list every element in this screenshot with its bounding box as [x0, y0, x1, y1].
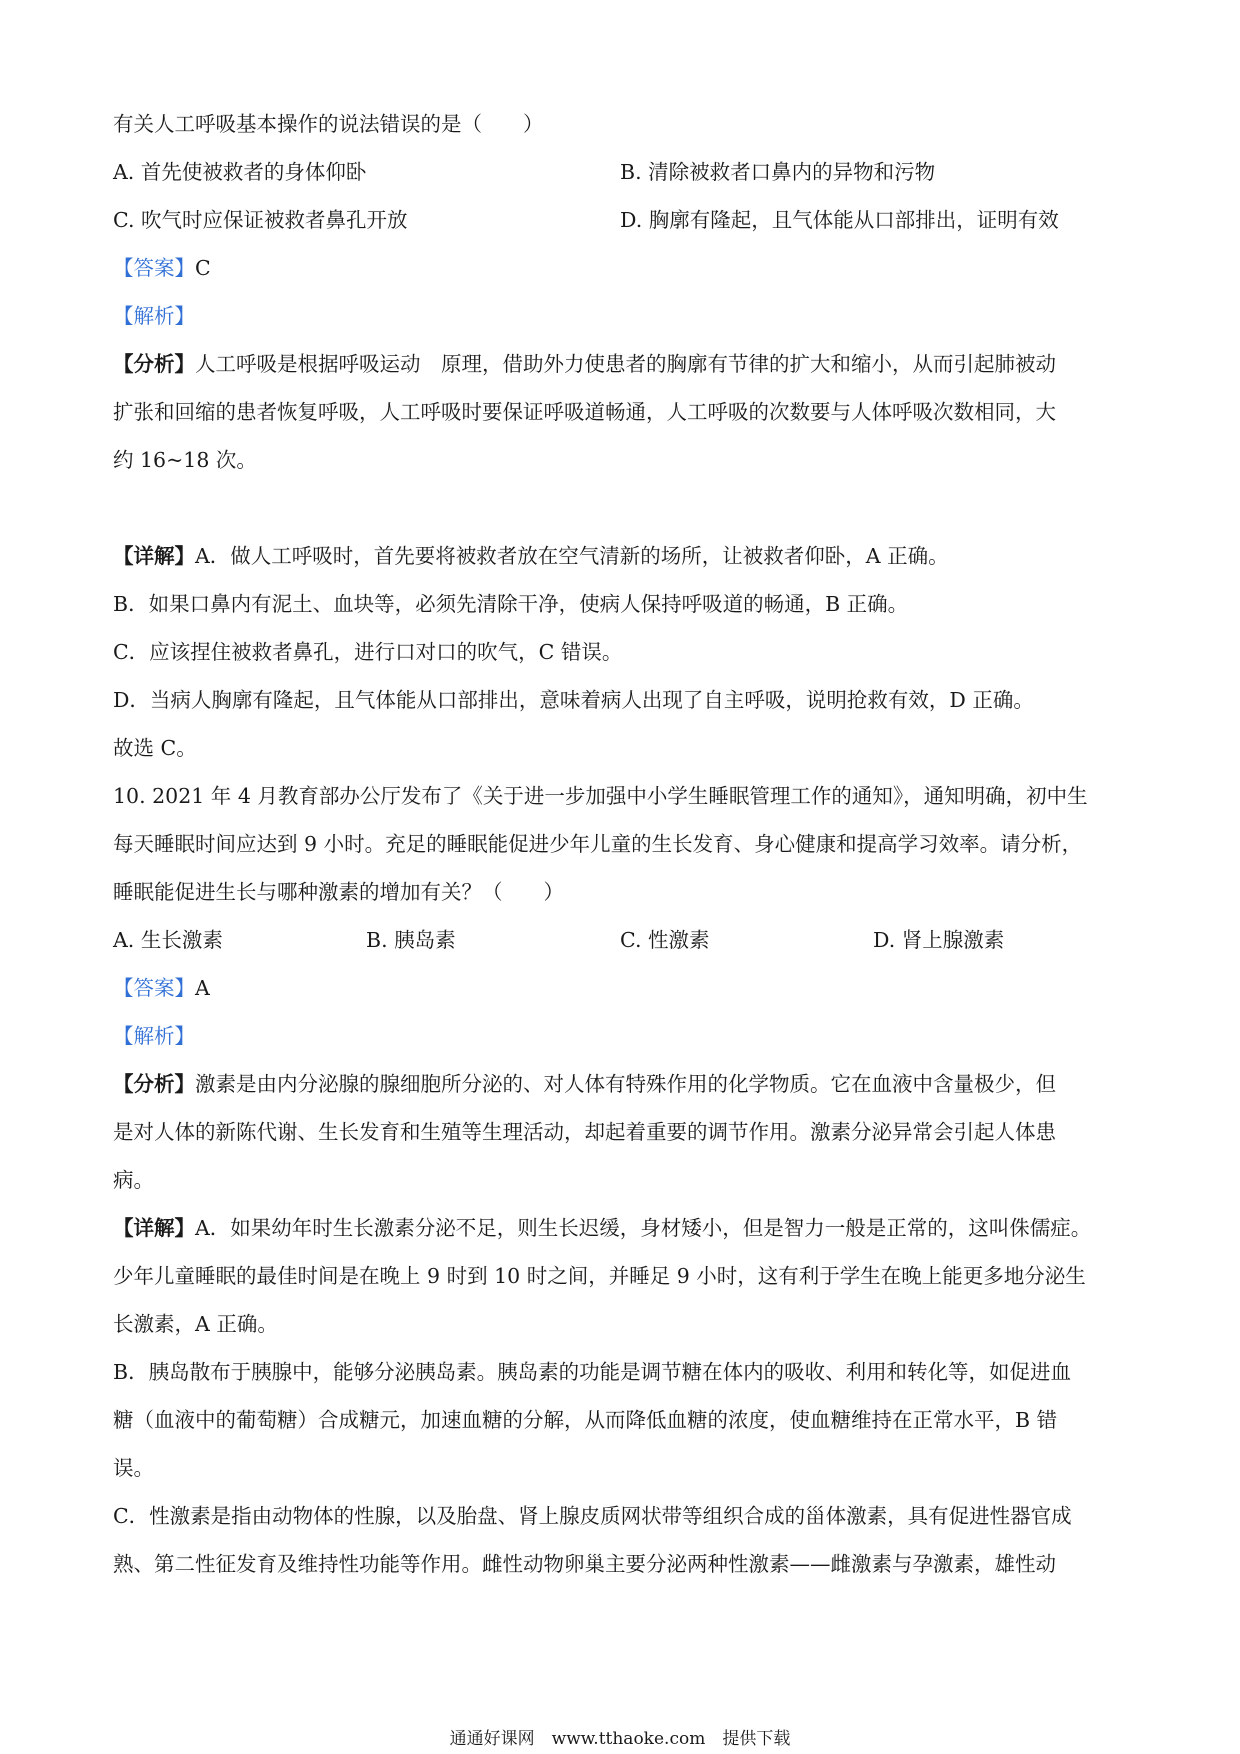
answer-value: C — [195, 256, 211, 280]
q9-xiangjie-line: B．如果口鼻内有泥土、血块等，必须先清除干净，使病人保持呼吸道的畅通，B 正确。 — [113, 592, 909, 616]
q10-stem-line: 睡眠能促进生长与哪种激素的增加有关？（ ） — [113, 880, 564, 904]
jiexi-tag: 【解析】 — [113, 304, 195, 328]
q9-option-d: D. 胸廓有隆起，且气体能从口部排出，证明有效 — [620, 208, 1059, 232]
document-content — [113, 100, 1128, 1588]
q10-option-d: D. 肾上腺激素 — [873, 928, 1005, 952]
q10-xiangjie-line: 长激素，A 正确。 — [113, 1312, 278, 1336]
q10-fenxi-line: 是对人体的新陈代谢、生长发育和生殖等生理活动，却起着重要的调节作用。激素分泌异常会引起人体患 — [113, 1120, 1056, 1144]
q10-xiangjie-line: C．性激素是指由动物体的性腺，以及胎盘、肾上腺皮质网状带等组织合成的甾体激素，具有促进性器官成 — [113, 1504, 1072, 1528]
q10-option-b: B. 胰岛素 — [366, 928, 456, 952]
q10-stem — [113, 772, 1128, 916]
q9-options-row-2 — [113, 196, 1128, 244]
page-footer: 通通好课网 www.tthaoke.com 提供下载 — [449, 1729, 791, 1749]
q9-fenxi — [113, 340, 1128, 484]
xiangjie-tag: 【详解】 — [113, 1216, 195, 1240]
q10-options-row — [113, 916, 1128, 964]
q9-stem: 有关人工呼吸基本操作的说法错误的是（ ） — [113, 112, 544, 136]
q10-xiangjie-line: 熟、第二性征发育及维持性功能等作用。雌性动物卵巢主要分泌两种性激素——雌激素与孕激素，雄性动 — [113, 1552, 1056, 1576]
q10-xiangjie — [113, 1204, 1128, 1588]
q9-xiangjie — [113, 532, 1128, 772]
q10-xiangjie-line: 少年儿童睡眠的最佳时间是在晚上 9 时到 10 时之间，并睡足 9 小时，这有利于学生在晚上能更多地分泌生 — [113, 1264, 1086, 1288]
q10-option-a: A. 生长激素 — [113, 928, 223, 952]
q10-stem-line: 10. 2021 年 4 月教育部办公厅发布了《关于进一步加强中小学生睡眠管理工作的通知》，通知明确，初中生 — [113, 784, 1088, 808]
q9-fenxi-line — [113, 340, 1128, 388]
xiangjie-text: A．做人工呼吸时，首先要将被救者放在空气清新的场所，让被救者仰卧，A 正确。 — [195, 544, 949, 568]
q10-option-c: C. 性激素 — [620, 928, 710, 952]
answer-tag: 【答案】 — [113, 976, 195, 1000]
q10-xiangjie-line: B．胰岛散布于胰腺中，能够分泌胰岛素。胰岛素的功能是调节糖在体内的吸收、利用和转化等，如促进血 — [113, 1360, 1072, 1384]
fenxi-text: 激素是由内分泌腺的腺细胞所分泌的、对人体有特殊作用的化学物质。它在血液中含量极少，但 — [195, 1072, 1056, 1096]
q10-xiangjie-line: 误。 — [113, 1456, 154, 1480]
q9-option-c: C. 吹气时应保证被救者鼻孔开放 — [113, 208, 408, 232]
fenxi-tag: 【分析】 — [113, 1072, 195, 1096]
answer-value: A — [195, 976, 210, 1000]
q9-xiangjie-line — [113, 532, 1128, 580]
q9-answer — [113, 244, 1128, 292]
q10-xiangjie-line: 糖（血液中的葡萄糖）合成糖元，加速血糖的分解，从而降低血糖的浓度，使血糖维持在正常水平，B 错 — [113, 1408, 1058, 1432]
q10-jiexi — [113, 1012, 1128, 1060]
q9-fenxi-line: 扩张和回缩的患者恢复呼吸，人工呼吸时要保证呼吸道畅通，人工呼吸的次数要与人体呼吸次数相同，大 — [113, 400, 1056, 424]
fenxi-tag: 【分析】 — [113, 352, 195, 376]
q9-option-a: A. 首先使被救者的身体仰卧 — [113, 160, 367, 184]
q9-xiangjie-line: 故选 C。 — [113, 736, 197, 760]
spacer — [113, 484, 1128, 532]
q9-option-b: B. 清除被救者口鼻内的异物和污物 — [620, 160, 936, 184]
q9-fenxi-line: 约 16~18 次。 — [113, 448, 257, 472]
answer-tag: 【答案】 — [113, 256, 195, 280]
xiangjie-text: A．如果幼年时生长激素分泌不足，则生长迟缓，身材矮小，但是智力一般是正常的，这叫侏儒症。 — [195, 1216, 1092, 1240]
q9-jiexi — [113, 292, 1128, 340]
q9-options-row-1 — [113, 148, 1128, 196]
q10-fenxi — [113, 1060, 1128, 1204]
jiexi-tag: 【解析】 — [113, 1024, 195, 1048]
xiangjie-tag: 【详解】 — [113, 544, 195, 568]
q9-xiangjie-line: C．应该捏住被救者鼻孔，进行口对口的吹气，C 错误。 — [113, 640, 623, 664]
q10-fenxi-line — [113, 1060, 1128, 1108]
q10-answer — [113, 964, 1128, 1012]
q10-stem-line: 每天睡眠时间应达到 9 小时。充足的睡眠能促进少年儿童的生长发育、身心健康和提高学习效率。请分析， — [113, 832, 1083, 856]
q10-fenxi-line: 病。 — [113, 1168, 154, 1192]
q9-xiangjie-line: D．当病人胸廓有隆起，且气体能从口部排出，意味着病人出现了自主呼吸，说明抢救有效，D 正确。 — [113, 688, 1034, 712]
q10-xiangjie-line — [113, 1204, 1128, 1252]
fenxi-text: 人工呼吸是根据呼吸运动 原理，借助外力使患者的胸廓有节律的扩大和缩小，从而引起肺被动 — [195, 352, 1056, 376]
